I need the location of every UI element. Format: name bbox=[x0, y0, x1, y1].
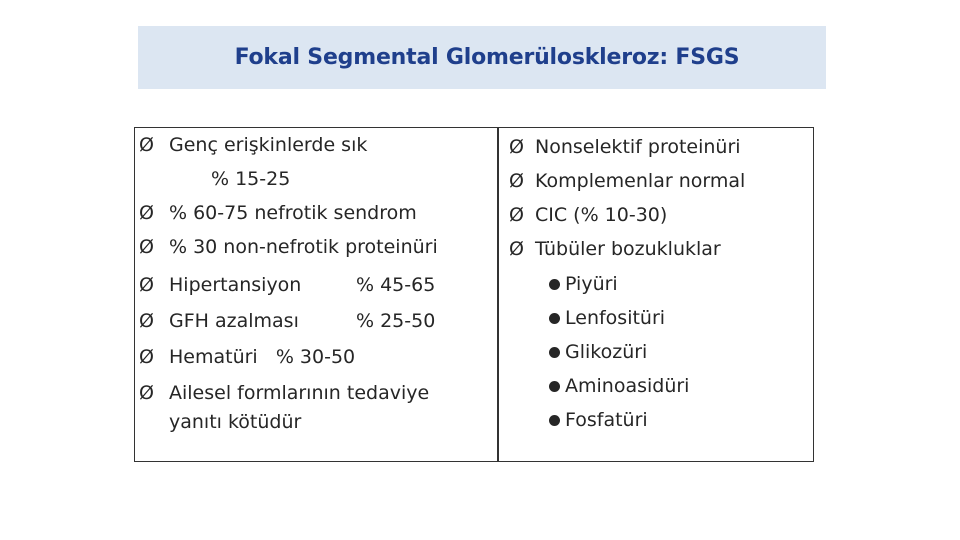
list-item: Tübüler bozukluklar bbox=[535, 238, 721, 260]
list-item: Genç erişkinlerde sık bbox=[169, 134, 368, 156]
title-banner bbox=[138, 26, 826, 89]
arrow-bullet-icon: Ø bbox=[139, 134, 154, 156]
list-item-value: % 25-50 bbox=[356, 310, 436, 332]
dot-bullet-icon bbox=[549, 347, 560, 358]
list-item: GFH azalması bbox=[169, 310, 299, 332]
list-item-continuation: yanıtı kötüdür bbox=[169, 411, 302, 433]
list-item: Komplemenlar normal bbox=[535, 170, 746, 192]
list-item: % 60-75 nefrotik sendrom bbox=[169, 202, 417, 224]
list-item: Hipertansiyon bbox=[169, 274, 302, 296]
arrow-bullet-icon: Ø bbox=[509, 204, 524, 226]
sub-list-item: Aminoasidüri bbox=[565, 375, 690, 397]
dot-bullet-icon bbox=[549, 313, 560, 324]
arrow-bullet-icon: Ø bbox=[139, 346, 154, 368]
sub-list-item: Lenfositüri bbox=[565, 307, 666, 329]
sub-list-item: Fosfatüri bbox=[565, 409, 648, 431]
arrow-bullet-icon: Ø bbox=[509, 170, 524, 192]
list-item: Hematüri % 30-50 bbox=[169, 346, 356, 368]
list-item: Ailesel formlarının tedaviye bbox=[169, 382, 430, 404]
list-item: Nonselektif proteinüri bbox=[535, 136, 741, 158]
arrow-bullet-icon: Ø bbox=[509, 136, 524, 158]
list-item: CIC (% 10-30) bbox=[535, 204, 668, 226]
arrow-bullet-icon: Ø bbox=[139, 236, 154, 258]
list-item: % 30 non-nefrotik proteinüri bbox=[169, 236, 438, 258]
dot-bullet-icon bbox=[549, 415, 560, 426]
list-item-value: % 45-65 bbox=[356, 274, 436, 296]
list-item-continuation: % 15-25 bbox=[211, 168, 291, 190]
arrow-bullet-icon: Ø bbox=[139, 382, 154, 404]
arrow-bullet-icon: Ø bbox=[509, 238, 524, 260]
arrow-bullet-icon: Ø bbox=[139, 202, 154, 224]
sub-list-item: Glikozüri bbox=[565, 341, 648, 363]
page-title: Fokal Segmental Glomerüloskleroz: FSGS bbox=[234, 45, 740, 70]
arrow-bullet-icon: Ø bbox=[139, 310, 154, 332]
dot-bullet-icon bbox=[549, 279, 560, 290]
arrow-bullet-icon: Ø bbox=[139, 274, 154, 296]
dot-bullet-icon bbox=[549, 381, 560, 392]
sub-list-item: Piyüri bbox=[565, 273, 618, 295]
